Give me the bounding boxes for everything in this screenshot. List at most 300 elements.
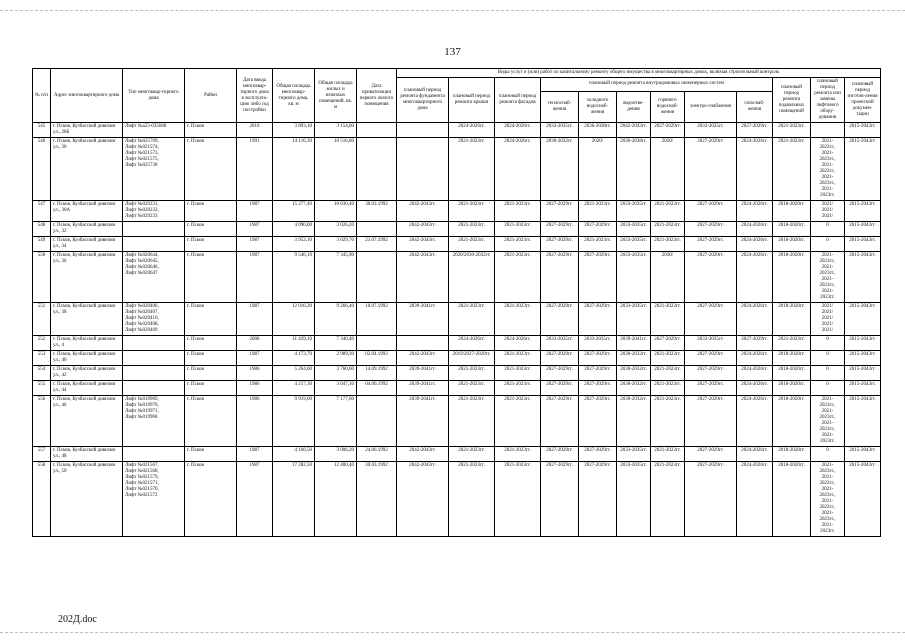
lift-period: 2023гг., — [819, 493, 836, 498]
cell-basement: 2018-2020гг. — [773, 462, 811, 537]
lift-period: 0 — [826, 367, 829, 372]
cell-foundation: 2042-2043гг. — [397, 462, 449, 537]
cell-year: 1987 — [237, 237, 273, 252]
lift-id: Лифт №025738 — [125, 163, 158, 168]
scan-bottom-edge — [0, 632, 905, 633]
lift-period: 2021- — [821, 265, 834, 270]
cell-privatization-date: 30.03.1992 — [357, 201, 397, 222]
cell-basement: 2018-2020гг. — [773, 396, 811, 447]
lift-period: 2021- — [821, 175, 834, 180]
cell-hot-water: 2021-2023гг. — [651, 351, 685, 366]
cell-hot-water: 2021-2023гг. — [651, 201, 685, 222]
cell-address: г. Псков, Кузбасской дивизии ул., 36 — [51, 252, 123, 303]
cell-hot-water: 2021-2023гг. — [651, 381, 685, 396]
cell-num: 551 — [33, 303, 51, 336]
cell-total-area: 4 173,70 — [273, 351, 315, 366]
cell-basement: 2018-2020гг. — [773, 366, 811, 381]
cell-design-docs: 2015-2043гг. — [845, 303, 881, 336]
cell-lift — [811, 366, 845, 381]
lift-id: Лифт №021568, — [125, 469, 159, 474]
cell-privatization-date — [357, 123, 397, 138]
lift-id: Лифт №020647 — [125, 271, 158, 276]
cell-year: 2010 — [237, 123, 273, 138]
table-row — [33, 123, 881, 138]
cell-gas: 2024-2026гг. — [737, 447, 773, 462]
lift-period: 2023гг., — [819, 481, 836, 486]
cell-sewer: 2042-2043гг. — [617, 123, 651, 138]
cell-heat: 2030-2032гг. — [541, 138, 579, 201]
cell-year: 1987 — [237, 462, 273, 537]
cell-electric: 2027-2029гг. — [685, 351, 737, 366]
cell-electric: 2027-2029гг. — [685, 252, 737, 303]
lift-period: 2023гг., — [819, 505, 836, 510]
cell-roof: 2021-2023гг. — [449, 396, 495, 447]
cell-heat: 2033-2035гг. — [541, 123, 579, 138]
cell-total-area: 9 919,00 — [273, 396, 315, 447]
cell-electric: 2027-2029гг. — [685, 303, 737, 336]
cell-lift — [811, 396, 845, 447]
cell-facade: 2021-2023гг. — [495, 381, 541, 396]
table-row — [33, 336, 881, 351]
lift-id: Лифт №019970, — [125, 403, 159, 408]
cell-foundation: 2042-2043гг. — [397, 252, 449, 303]
cell-living-area: 2 989,30 — [315, 351, 357, 366]
footer-filename: 202Д.doc — [58, 614, 97, 625]
cell-living-area: 3 026,20 — [315, 222, 357, 237]
cell-electric: 2027-2029гг. — [685, 222, 737, 237]
cell-facade: 2021-2023гг. — [495, 447, 541, 462]
cell-num: 549 — [33, 237, 51, 252]
cell-living-area: 3 760,60 — [315, 366, 357, 381]
cell-num: 558 — [33, 462, 51, 537]
cell-address: г. Псков, Кузбасской дивизии ул., 48 — [51, 447, 123, 462]
lift-period: 2021- — [821, 523, 834, 528]
col-basement: плановый период ремонта подвальных помещений — [773, 78, 811, 123]
lift-period: 2021- — [821, 499, 834, 504]
cell-heat: 2033-2035гг. — [541, 336, 579, 351]
cell-roof: 2021-2023гг. — [449, 201, 495, 222]
cell-address: г. Псков, Кузбасской дивизии ул., 46 — [51, 396, 123, 447]
cell-roof: 2021-2023гг. — [449, 303, 495, 336]
lift-id: Лифт №020645, — [125, 259, 159, 264]
lift-period: 2023гг., — [819, 157, 836, 162]
cell-gas: 2024-2026гг. — [737, 237, 773, 252]
cell-living-area: 3 006,20 — [315, 447, 357, 462]
cell-hot-water: 2027-2029гг. — [651, 336, 685, 351]
cell-address: г. Псков, Кузбасской дивизии ул., 34 — [51, 237, 123, 252]
cell-address: г. Псков, Кузбасской дивизии ул., 44 — [51, 381, 123, 396]
lift-id: Лифт №021567, — [125, 463, 159, 468]
cell-sewer: 2036-2038гг. — [617, 138, 651, 201]
cell-design-docs: 2015-2043гг. — [845, 237, 881, 252]
cell-electric: 2033-2035гг. — [685, 123, 737, 138]
cell-design-docs: 2015-2043гг. — [845, 366, 881, 381]
lift-period: 0 — [826, 238, 829, 243]
col-group-title: Виды услуг и (или) работ по капитальному ремонту общего имущества в многоквартирных домах, включая строительный контроль — [397, 69, 881, 78]
cell-basement: 2018-2020гг. — [773, 351, 811, 366]
cell-facade: 2021-2023гг. — [495, 252, 541, 303]
cell-privatization-date: 02.04.1993 — [357, 351, 397, 366]
cell-roof: 2021-2023гг. — [449, 447, 495, 462]
table-row — [33, 303, 881, 336]
cell-total-area: 3 952,10 — [273, 237, 315, 252]
lift-period: 2023гг. — [820, 529, 835, 534]
lift-period: 2023гг. — [820, 193, 835, 198]
cell-privatization-date — [357, 222, 397, 237]
cell-privatization-date: 21.07.1992 — [357, 237, 397, 252]
lift-id: Лифт №019968 — [125, 415, 158, 420]
cell-foundation: 2042-2043гг. — [397, 237, 449, 252]
cell-design-docs: 2015-2043гг. — [845, 351, 881, 366]
lift-period: 0 — [826, 223, 829, 228]
scan-top-edge — [0, 10, 905, 11]
cell-lift-type — [123, 396, 185, 447]
cell-district: г. Псков — [185, 462, 237, 537]
cell-sewer: 2039-2041гг. — [617, 336, 651, 351]
cell-num: 550 — [33, 252, 51, 303]
col-roof: плановый период ремонта крыши — [449, 78, 495, 123]
cell-lift — [811, 381, 845, 396]
cell-cold-water: 2027-2029гг. — [579, 381, 617, 396]
cell-heat: 2027-2029гг. — [541, 396, 579, 447]
cell-foundation: 2042-2043гг. — [397, 222, 449, 237]
table-row — [33, 396, 881, 447]
cell-district: г. Псков — [185, 123, 237, 138]
cell-design-docs: 2015-2043гг. — [845, 336, 881, 351]
cell-foundation: 2039-2041гг. — [397, 366, 449, 381]
cell-facade: 2021-2023гг. — [495, 303, 541, 336]
cell-address: г. Псков, Кузбасской дивизии ул., 50 — [51, 462, 123, 537]
cell-facade: 2024-2026гг. — [495, 336, 541, 351]
cell-roof: 2021-2023гг. — [449, 138, 495, 201]
cell-basement: 2021-2023гг. — [773, 336, 811, 351]
cell-basement: 2018-2020гг. — [773, 237, 811, 252]
cell-hot-water: 2021-2023гг. — [651, 222, 685, 237]
cell-foundation: 2042-2043гг. — [397, 351, 449, 366]
cell-cold-water: 2027-2029гг. — [579, 396, 617, 447]
cell-lift — [811, 351, 845, 366]
page-number: 137 — [444, 46, 461, 58]
cell-living-area: 7 345,90 — [315, 252, 357, 303]
cell-lift-type — [123, 201, 185, 222]
lift-period: 2023гг. — [820, 295, 835, 300]
cell-design-docs: 2015-2043гг. — [845, 381, 881, 396]
table-row — [33, 222, 881, 237]
lift-id: Лифт №а23-035668 — [125, 124, 167, 129]
cell-heat: 2027-2029гг. — [541, 447, 579, 462]
cell-lift-type — [123, 366, 185, 381]
lift-period: 2023гг., — [819, 283, 836, 288]
cell-facade: 2021-2023гг. — [495, 201, 541, 222]
cell-design-docs: 2015-2043гг. — [845, 447, 881, 462]
cell-gas: 2027-2029гг. — [737, 123, 773, 138]
cell-year: 1987 — [237, 303, 273, 336]
cell-basement: 2021-2023гг. — [773, 138, 811, 201]
cell-facade: 2021-2023гг. — [495, 351, 541, 366]
cell-year: 1991 — [237, 138, 273, 201]
cell-sewer: 2033-2035гг. — [617, 201, 651, 222]
table-row — [33, 381, 881, 396]
cell-privatization-date: 30.03.1992 — [357, 462, 397, 537]
cell-electric: 2027-2029гг. — [685, 447, 737, 462]
cell-foundation — [397, 123, 449, 138]
lift-period: 0 — [826, 337, 829, 342]
cell-facade: 2021-2023гг. — [495, 462, 541, 537]
lift-period: 2023гг., — [819, 403, 836, 408]
lift-period: 2023гг., — [819, 427, 836, 432]
lift-id: Лифт №021574, — [125, 145, 159, 150]
lift-id: Лифт №021572 — [125, 493, 158, 498]
cell-privatization-date — [357, 252, 397, 303]
col-num: № п/п — [33, 69, 51, 123]
col-electric: электро-снабжения — [685, 91, 737, 123]
col-sewer: водоотве-дения — [617, 91, 651, 123]
col-commission-date: Дата ввода многоквар-тирного дома в эксплуата-цию либо год постройки — [237, 69, 273, 123]
lift-period: 2021- — [821, 277, 834, 282]
lift-period: 2021- — [821, 421, 834, 426]
cell-gas: 2024-2026гг. — [737, 303, 773, 336]
lift-period: 2021- — [821, 511, 834, 516]
lift-period: 2023гг., — [819, 169, 836, 174]
cell-living-area: 12 400,40 — [315, 462, 357, 537]
cell-total-area: 15 277,40 — [273, 201, 315, 222]
cell-district: г. Псков — [185, 222, 237, 237]
cell-hot-water: 2020/ — [651, 138, 685, 201]
cell-design-docs: 2015-2043гг. — [845, 396, 881, 447]
cell-district: г. Псков — [185, 396, 237, 447]
cell-address: г. Псков, Кузбасской дивизии ул., 40 — [51, 351, 123, 366]
lift-period: 2023гг., — [819, 271, 836, 276]
cell-year: 1987 — [237, 201, 273, 222]
cell-gas: 2024-2026гг. — [737, 396, 773, 447]
cell-basement: 2018-2020гг. — [773, 447, 811, 462]
cell-address: г. Псков, Кузбасской дивизии ул., 32 — [51, 222, 123, 237]
cell-basement: 2018-2020гг. — [773, 252, 811, 303]
cell-cold-water: 2027-2029гг. — [579, 366, 617, 381]
cell-foundation — [397, 336, 449, 351]
cell-sewer: 2030-2032гг. — [617, 381, 651, 396]
lift-period: 2023гг., — [819, 145, 836, 150]
table-row — [33, 201, 881, 222]
cell-lift — [811, 222, 845, 237]
col-gas: газоснаб-жения — [737, 91, 773, 123]
cell-address: г. Псков, Кузбасской дивизии ул., 38 — [51, 303, 123, 336]
cell-hot-water: 2021-2023гг. — [651, 237, 685, 252]
cell-cold-water: 2027-2029гг. — [579, 462, 617, 537]
col-foundation: плановый период ремонта фундамента многоквартирного дома — [397, 78, 449, 123]
cell-heat: 2027-2029гг. — [541, 303, 579, 336]
cell-total-area: 9 546,10 — [273, 252, 315, 303]
cell-design-docs: 2015-2043гг. — [845, 123, 881, 138]
col-privatization-date: Дата приватизации первого жилого помещения — [357, 69, 397, 123]
cell-district: г. Псков — [185, 138, 237, 201]
cell-total-area: 14 116,30 — [273, 138, 315, 201]
cell-electric: 2027-2029гг. — [685, 138, 737, 201]
cell-sewer: 2030-2032гг. — [617, 351, 651, 366]
cell-lift — [811, 123, 845, 138]
cell-cold-water: 2020/ — [579, 138, 617, 201]
cell-privatization-date: 14.09.1992 — [357, 366, 397, 381]
cell-total-area: 4 217,30 — [273, 381, 315, 396]
cell-hot-water: 2027-2029гг. — [651, 123, 685, 138]
cell-roof: 2021-2023гг. — [449, 462, 495, 537]
table-body — [33, 123, 881, 537]
lift-id: Лифт №020410, — [125, 316, 159, 321]
cell-design-docs: 2015-2043гг. — [845, 462, 881, 537]
lift-period: 2021/ — [821, 208, 834, 213]
lift-period: 2023гг., — [819, 469, 836, 474]
col-living-area: Общая площадь жилых и нежилых помещений, кв. м — [315, 69, 357, 123]
cell-privatization-date: 24.06.1992 — [357, 447, 397, 462]
cell-electric: 2027-2029гг. — [685, 396, 737, 447]
cell-num: 548 — [33, 222, 51, 237]
cell-lift-type — [123, 237, 185, 252]
cell-num: 545 — [33, 123, 51, 138]
table-row — [33, 351, 881, 366]
lift-period: 2021- — [821, 475, 834, 480]
col-lift: плановый период ремонта или замены лифтового обору-дования — [811, 78, 845, 123]
lift-id: Лифт №020646, — [125, 265, 159, 270]
cell-year: 1987 — [237, 252, 273, 303]
cell-basement: 2018-2020гг. — [773, 201, 811, 222]
cell-roof: 2021-2023гг. — [449, 222, 495, 237]
cell-basement: 2018-2020гг. — [773, 222, 811, 237]
col-district: Район — [185, 69, 237, 123]
lift-period: 2021- — [821, 463, 834, 468]
cell-year: 1987 — [237, 222, 273, 237]
cell-heat: 2027-2029гг. — [541, 462, 579, 537]
col-address: Адрес многоквартирного дома — [51, 69, 123, 123]
cell-num: 557 — [33, 447, 51, 462]
cell-foundation: 2039-2041гг. — [397, 381, 449, 396]
cell-electric: 2027-2029гг. — [685, 237, 737, 252]
cell-living-area: 10 516,80 — [315, 138, 357, 201]
cell-total-area: 4 090,00 — [273, 222, 315, 237]
cell-district: г. Псков — [185, 351, 237, 366]
cell-electric: 2027-2029гг. — [685, 366, 737, 381]
lift-id: Лифт №020409 — [125, 328, 158, 333]
cell-roof: 2021-2023гг. — [449, 366, 495, 381]
col-hot-water: горячего водоснаб-жения — [651, 91, 685, 123]
col-design-docs: плановый период изготов-ления проектной докумен-тации — [845, 78, 881, 123]
cell-privatization-date: 10.07.1992 — [357, 303, 397, 336]
cell-heat: 2027-2029гг. — [541, 201, 579, 222]
lift-period: 2021- — [821, 397, 834, 402]
cell-heat: 2027-2029гг. — [541, 252, 579, 303]
cell-living-area: 3 029,70 — [315, 237, 357, 252]
cell-district: г. Псков — [185, 366, 237, 381]
cell-roof: 2020/2030-2032гг. — [449, 252, 495, 303]
col-systems-title: плановый период ремонта внутридомовых инженерных систем — [541, 78, 773, 92]
cell-district: г. Псков — [185, 336, 237, 351]
cell-cold-water: 2021-2023гг. — [579, 237, 617, 252]
cell-design-docs: 2015-2043гг. — [845, 201, 881, 222]
cell-lift — [811, 252, 845, 303]
cell-cold-water: 2027-2029гг. — [579, 303, 617, 336]
cell-district: г. Псков — [185, 447, 237, 462]
cell-lift-type — [123, 336, 185, 351]
lift-period: 2021- — [821, 433, 834, 438]
cell-district: г. Псков — [185, 381, 237, 396]
cell-facade: 2021-2023гг. — [495, 237, 541, 252]
lift-period: 2021/ — [821, 310, 834, 315]
cell-privatization-date — [357, 138, 397, 201]
cell-design-docs: 2015-2043гг. — [845, 138, 881, 201]
cell-living-area: 10 030,40 — [315, 201, 357, 222]
cell-sewer: 2030-2032гг. — [617, 366, 651, 381]
lift-period: 2021/ — [821, 328, 834, 333]
cell-sewer: 2033-2035гг. — [617, 222, 651, 237]
lift-period: 2021- — [821, 139, 834, 144]
cell-address: г. Псков, Кузбасской дивизии ул., 42 — [51, 366, 123, 381]
cell-living-area: 7 177,60 — [315, 396, 357, 447]
cell-lift-type — [123, 381, 185, 396]
lift-id: Лифт №020232, — [125, 208, 159, 213]
cell-cold-water: 2027-2029гг. — [579, 351, 617, 366]
cell-gas: 2024-2026гг. — [737, 351, 773, 366]
lift-id: Лифт №020644, — [125, 253, 159, 258]
cell-roof: 2021-2023гг. — [449, 237, 495, 252]
cell-total-area: 11 439,10 — [273, 336, 315, 351]
table-row — [33, 447, 881, 462]
cell-lift-type — [123, 447, 185, 462]
lift-id: Лифт №020408, — [125, 322, 159, 327]
cell-electric: 2033-2035гг. — [685, 336, 737, 351]
lift-period: 2023гг., — [819, 181, 836, 186]
cell-privatization-date — [357, 396, 397, 447]
cell-heat: 2027-2029гг. — [541, 366, 579, 381]
cell-facade: 2024-2026гг. — [495, 138, 541, 201]
cell-year: 1986 — [237, 396, 273, 447]
cell-living-area: 3 154,00 — [315, 123, 357, 138]
cell-lift — [811, 447, 845, 462]
table-row — [33, 237, 881, 252]
cell-year: 1986 — [237, 381, 273, 396]
cell-heat: 2027-2029гг. — [541, 237, 579, 252]
lift-id: Лифт №020407, — [125, 310, 159, 315]
lift-id: Лифт №019971, — [125, 409, 159, 414]
cell-cold-water: 2027-2029гг. — [579, 252, 617, 303]
cell-cold-water: 2033-2035гг. — [579, 336, 617, 351]
cell-lift-type — [123, 252, 185, 303]
cell-hot-water: 2021-2023гг. — [651, 303, 685, 336]
col-lift-type: Тип многоквар-тирного дома — [123, 69, 185, 123]
cell-district: г. Псков — [185, 201, 237, 222]
lift-period: 2021- — [821, 487, 834, 492]
table-row — [33, 462, 881, 537]
cell-foundation: 2042-2043гг. — [397, 447, 449, 462]
cell-gas: 2024-2026гг. — [737, 462, 773, 537]
lift-id: Лифт №019969, — [125, 397, 159, 402]
col-facade: плановый период ремонта фасадов — [495, 78, 541, 123]
cell-design-docs: 2015-2043гг. — [845, 252, 881, 303]
table-row — [33, 138, 881, 201]
lift-id: Лифт №021575, — [125, 157, 159, 162]
cell-year: 2008 — [237, 336, 273, 351]
cell-lift — [811, 462, 845, 537]
cell-basement: 2018-2020гг. — [773, 381, 811, 396]
cell-electric: 2027-2029гг. — [685, 381, 737, 396]
cell-roof: 2024-2026гг. — [449, 336, 495, 351]
cell-facade: 2021-2023гг. — [495, 366, 541, 381]
lift-period: 2021/ — [821, 214, 834, 219]
cell-hot-water: 2021-2023гг. — [651, 447, 685, 462]
cell-hot-water: 2021-2023гг. — [651, 396, 685, 447]
lift-id: Лифт №021579, — [125, 475, 159, 480]
table-row — [33, 366, 881, 381]
cell-total-area: 5 264,60 — [273, 366, 315, 381]
cell-electric: 2027-2029гг. — [685, 201, 737, 222]
